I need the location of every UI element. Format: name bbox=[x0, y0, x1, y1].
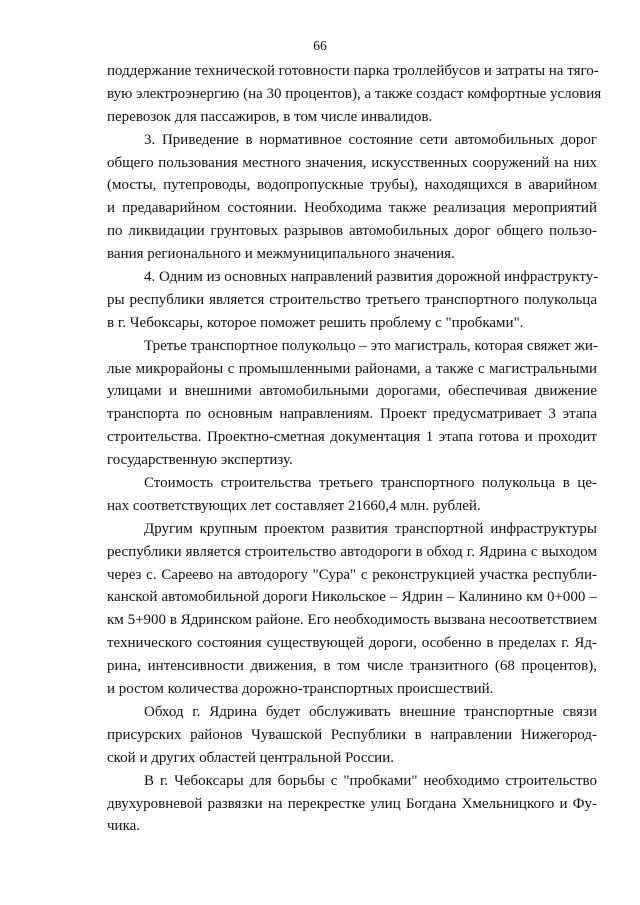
text-line: рина, интенсивности движения, в том числе транзитного (68 процентов), bbox=[107, 658, 597, 675]
text-line: в г. Чебоксары, которое поможет решить проблему с "пробками". bbox=[107, 314, 524, 331]
text-line: (мосты, путепроводы, водопропускные трубы), находящихся в аварийном bbox=[107, 177, 597, 194]
text-line: технического состояния существующей дороги, особенно в пределах г. Яд- bbox=[107, 635, 597, 652]
paragraph bbox=[107, 129, 597, 266]
text-line: и предаварийном состоянии. Необходима также реализация мероприятий bbox=[107, 200, 597, 217]
text-line: строительства. Проектно-сметная документация 1 этапа готова и проходит bbox=[107, 429, 597, 446]
text-line: двухуровневой развязки на перекрестке улиц Богдана Хмельницкого и Фу- bbox=[107, 795, 597, 812]
text-line: канской автомобильной дороги Никольское – Ядрин – Калинино км 0+000 – bbox=[107, 589, 597, 606]
text-line: В г. Чебоксары для борьбы с "пробками" необходимо строительство bbox=[144, 772, 597, 789]
paragraph bbox=[107, 335, 597, 472]
text-line: вую электроэнергию (на 30 процентов), а также создаст комфортные условия bbox=[107, 85, 602, 102]
text-line: Стоимость строительства третьего транспортного полукольца в це- bbox=[144, 475, 597, 492]
paragraph bbox=[107, 60, 602, 129]
text-line: вания регионального и межмуниципального значения. bbox=[107, 246, 455, 263]
text-line: лые микрорайоны с промышленными районами, а также с магистральными bbox=[107, 360, 597, 377]
text-line: чика. bbox=[107, 818, 141, 835]
text-line: 4. Одним из основных направлений развития дорожной инфраструкту- bbox=[144, 269, 599, 286]
paragraph bbox=[107, 701, 597, 770]
text-line: перевозок для пассажиров, в том числе инвалидов. bbox=[107, 108, 433, 125]
paragraph bbox=[107, 770, 597, 839]
text-line: через с. Сареево на автодорогу "Сура" с реконструкцией участка республи- bbox=[107, 566, 597, 583]
text-line: присурских районов Чувашской Республики в направлении Нижегород- bbox=[107, 726, 597, 743]
text-line: поддержание технической готовности парка троллейбусов и затраты на тяго- bbox=[107, 63, 599, 79]
paragraph bbox=[107, 472, 597, 518]
text-line: общего пользования местного значения, искусственных сооружений на них bbox=[107, 154, 597, 171]
text-line: и ростом количества дорожно-транспортных происшествий. bbox=[107, 681, 494, 698]
page-number: 66 bbox=[313, 38, 327, 53]
paragraph bbox=[107, 518, 597, 701]
text-line: нах соответствующих лет составляет 21660,4 млн. рублей. bbox=[107, 497, 481, 514]
text-line: государственную экспертизу. bbox=[107, 452, 293, 469]
text-line: ской и других областей центральной России. bbox=[107, 749, 394, 766]
text-line: улицами и внешними автомобильными дорогами, обеспечивая движение bbox=[107, 383, 597, 400]
text-line: транспорта по основным направлениям. Проект предусматривает 3 этапа bbox=[107, 406, 597, 423]
text-line: Другим крупным проектом развития транспортной инфраструктуры bbox=[144, 520, 597, 537]
text-line: 3. Приведение в нормативное состояние сети автомобильных дорог bbox=[144, 131, 597, 148]
body-text bbox=[107, 60, 602, 838]
paragraph bbox=[107, 266, 597, 335]
text-line: ры республики является строительство третьего транспортного полукольца bbox=[107, 291, 597, 308]
text-line: Обход г. Ядрина будет обслуживать внешние транспортные связи bbox=[144, 703, 597, 720]
text-line: Третье транспортное полукольцо – это магистраль, которая свяжет жи- bbox=[144, 337, 598, 354]
text-line: республики является строительство автодороги в обход г. Ядрина с выходом bbox=[107, 543, 597, 560]
text-line: км 5+900 в Ядринском районе. Его необходимость вызвана несоответствием bbox=[107, 612, 597, 629]
text-line: по ликвидации грунтовых разрывов автомобильных дорог общего пользо- bbox=[107, 223, 597, 240]
